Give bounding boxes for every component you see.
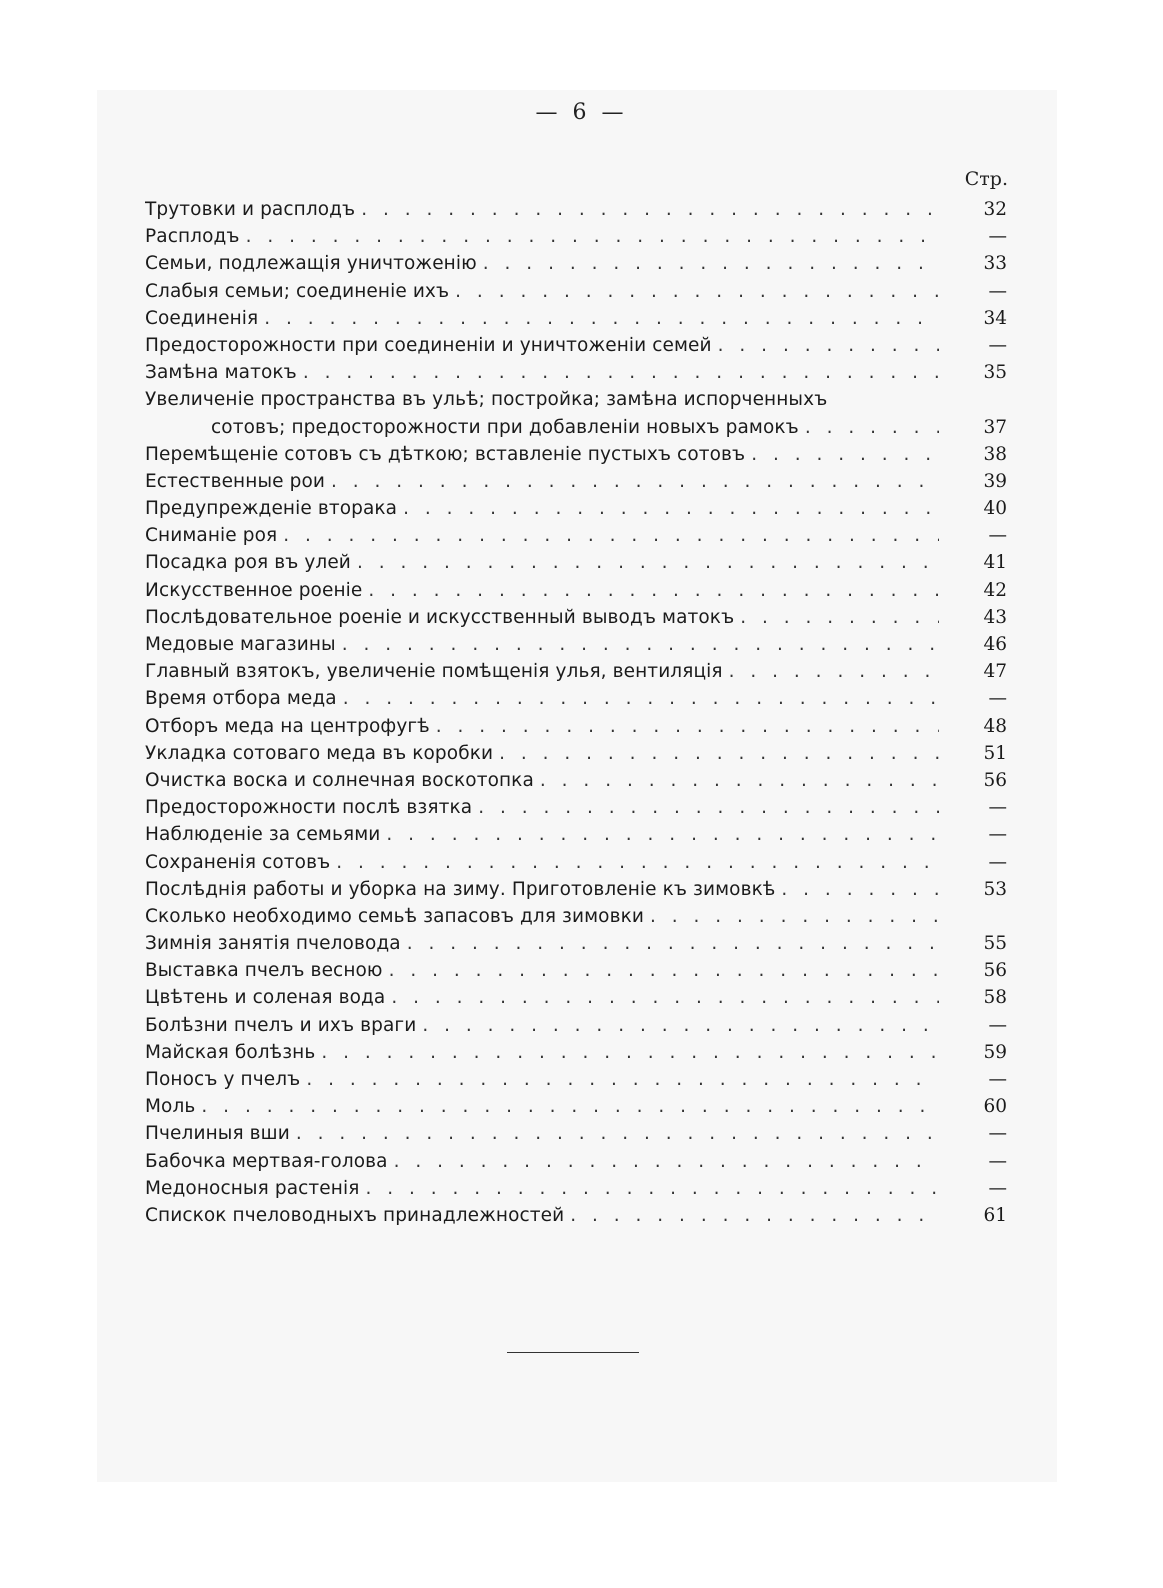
dot-leader <box>729 658 939 685</box>
toc-entry-title: Послѣднія работы и уборка на зиму. Приготовленіе къ зимовкѣ <box>145 878 776 900</box>
toc-entry <box>145 604 1007 631</box>
toc-entry-title: Очистка воска и солнечная воскотопка <box>145 769 534 791</box>
toc-entry-page: 40 <box>983 498 1007 520</box>
dot-leader <box>303 359 939 386</box>
toc-entry <box>145 713 1007 740</box>
toc-entry-page: 53 <box>983 878 1007 900</box>
toc-entry <box>145 223 1007 250</box>
toc-entry-page: 60 <box>983 1096 1007 1118</box>
toc-entry-page: — <box>988 688 1007 710</box>
toc-entry <box>145 1066 1007 1093</box>
toc-entry <box>145 930 1007 957</box>
toc-entry <box>145 522 1007 549</box>
toc-entry-page: 35 <box>983 362 1007 384</box>
toc-entry <box>145 359 1007 386</box>
dot-leader <box>540 767 939 794</box>
toc-entry-title: Предосторожности послѣ взятка <box>145 797 473 819</box>
toc-entry <box>145 495 1007 522</box>
dot-leader <box>283 522 939 549</box>
dot-leader <box>201 1093 939 1120</box>
dot-leader <box>781 876 939 903</box>
toc-entry-title: Майская болѣзнь <box>145 1041 316 1063</box>
toc-entry-title: Наблюденіе за семьями <box>145 824 381 846</box>
toc-entry-title: Поносъ у пчелъ <box>145 1069 301 1091</box>
toc-entry <box>145 278 1007 305</box>
toc-entry <box>145 876 1007 903</box>
toc-entry-title: Предосторожности при соединеніи и уничтоженіи семей <box>145 334 712 356</box>
toc-entry-title: Замѣна матокъ <box>145 362 297 384</box>
toc-entry-page: 61 <box>983 1204 1007 1226</box>
toc-entry-title: Выставка пчелъ весною <box>145 960 383 982</box>
toc-entry-title: Время отбора меда <box>145 688 337 710</box>
dot-leader <box>264 305 939 332</box>
dot-leader <box>751 441 939 468</box>
toc-entry <box>145 740 1007 767</box>
toc-entry-title: Зимнія занятія пчеловода <box>145 933 401 955</box>
dot-leader <box>805 414 939 441</box>
toc-entry-title: Сохраненія сотовъ <box>145 851 331 873</box>
dot-leader <box>455 278 939 305</box>
toc-entry-page: 48 <box>983 715 1007 737</box>
toc-entry <box>145 332 1007 359</box>
toc-entry <box>145 468 1007 495</box>
toc-entry <box>145 549 1007 576</box>
toc-entry-title: Укладка сотоваго меда въ коробки <box>145 742 494 764</box>
toc-entry-page: — <box>988 824 1007 846</box>
toc-entry-title: Бабочка мертвая-голова <box>145 1150 388 1172</box>
toc-entry <box>145 577 1007 604</box>
dot-leader <box>407 930 939 957</box>
toc-entry-page: 51 <box>983 742 1007 764</box>
toc-entry-title: Пчелиныя вши <box>145 1123 290 1145</box>
toc-entry-page: — <box>988 525 1007 547</box>
toc-entry-title: Моль <box>145 1096 196 1118</box>
toc-entry-title: Посадка роя въ улей <box>145 552 351 574</box>
toc-entry-title: Медоносныя растенія <box>145 1177 360 1199</box>
toc-entry-title: Болѣзни пчелъ и ихъ враги <box>145 1014 417 1036</box>
toc-entry-page: — <box>988 1177 1007 1199</box>
toc-entry <box>145 1202 1007 1229</box>
toc-entry-title: Спискок пчеловодныхъ принадлежностей <box>145 1204 565 1226</box>
toc-entry <box>145 305 1007 332</box>
toc-entry-title: Предупрежденіе вторака <box>145 498 398 520</box>
toc-entry <box>145 767 1007 794</box>
toc-entry <box>145 903 1007 930</box>
dot-leader <box>331 468 939 495</box>
end-rule-divider <box>507 1352 639 1353</box>
dot-leader <box>343 685 939 712</box>
toc-entry-title: Главный взятокъ, увеличеніе помѣщенія улья, вентиляція <box>145 661 723 683</box>
toc-entry <box>145 984 1007 1011</box>
dot-leader <box>321 1039 939 1066</box>
toc-entry <box>145 794 1007 821</box>
toc-entry <box>145 658 1007 685</box>
toc-entry-page: 37 <box>983 416 1007 438</box>
toc-entry-page: — <box>988 226 1007 248</box>
toc-entry-page: 47 <box>983 661 1007 683</box>
toc-entry-page: 43 <box>983 606 1007 628</box>
dot-leader <box>357 549 939 576</box>
dot-leader <box>365 1175 939 1202</box>
dot-leader <box>296 1120 939 1147</box>
toc-entry-title: Трутовки и расплодъ <box>145 199 356 220</box>
toc-entry <box>145 1120 1007 1147</box>
toc-entry-title: Медовые магазины <box>145 634 336 656</box>
toc-entry-title: Семьи, подлежащія уничтоженію <box>145 253 477 275</box>
dot-leader <box>342 631 939 658</box>
toc-entry-title: Соединенія <box>145 307 259 329</box>
toc-entry-title: Цвѣтень и соленая вода <box>145 987 386 1009</box>
dot-leader <box>336 849 939 876</box>
dot-leader <box>361 196 939 223</box>
toc-entry-title: Слабыя семьи; соединеніе ихъ <box>145 280 450 302</box>
toc-entry <box>145 821 1007 848</box>
toc-entry-page: — <box>988 280 1007 302</box>
table-of-contents <box>145 196 1007 1229</box>
toc-entry-title: Расплодъ <box>145 226 240 248</box>
dot-leader <box>650 903 939 930</box>
toc-entry-title: Естественные рои <box>145 470 325 492</box>
toc-entry-page: 56 <box>983 960 1007 982</box>
toc-entry-page: 39 <box>983 470 1007 492</box>
toc-entry-page: — <box>988 1069 1007 1091</box>
toc-entry <box>145 1093 1007 1120</box>
toc-entry-page: 55 <box>983 933 1007 955</box>
toc-entry-page: 34 <box>983 307 1007 329</box>
toc-entry-title: Сниманіе роя <box>145 525 278 547</box>
dot-leader <box>386 821 939 848</box>
toc-entry-page: — <box>988 334 1007 356</box>
toc-entry-page: 46 <box>983 634 1007 656</box>
dot-leader <box>403 495 939 522</box>
toc-entry-page: 59 <box>983 1041 1007 1063</box>
toc-entry <box>145 849 1007 876</box>
toc-entry-title: Увеличеніе пространства въ ульѣ; постройка; замѣна испорченныхъ <box>145 389 828 411</box>
dot-leader <box>422 1012 939 1039</box>
toc-entry-multiline <box>145 386 1007 440</box>
toc-entry-title: Перемѣщеніе сотовъ съ дѣткою; вставленіе пустыхъ сотовъ <box>145 443 746 465</box>
toc-entry-page: 41 <box>983 552 1007 574</box>
toc-entry-page: 56 <box>983 769 1007 791</box>
dot-leader <box>368 577 939 604</box>
toc-entry <box>145 441 1007 468</box>
toc-entry-page: — <box>988 851 1007 873</box>
dot-leader <box>391 984 939 1011</box>
dot-leader <box>483 250 939 277</box>
toc-entry <box>145 685 1007 712</box>
toc-entry-title: Искусственное роеніе <box>145 579 363 601</box>
toc-entry-page: 33 <box>983 253 1007 275</box>
dot-leader <box>389 957 939 984</box>
toc-entry-page: — <box>988 797 1007 819</box>
dot-leader <box>436 713 939 740</box>
toc-entry-title-continuation: сотовъ; предосторожности при добавленіи новыхъ рамокъ <box>211 416 799 438</box>
toc-entry-page: 38 <box>983 443 1007 465</box>
dot-leader <box>718 332 939 359</box>
toc-entry <box>145 1175 1007 1202</box>
dot-leader <box>570 1202 939 1229</box>
toc-entry-page: — <box>988 1014 1007 1036</box>
dot-leader <box>740 604 939 631</box>
toc-entry <box>145 1039 1007 1066</box>
dot-leader <box>478 794 939 821</box>
toc-entry-title: Сколько необходимо семьѣ запасовъ для зимовки <box>145 905 644 927</box>
dot-leader <box>246 223 939 250</box>
dot-leader <box>499 740 939 767</box>
toc-entry-page: 42 <box>983 579 1007 601</box>
toc-entry <box>145 1148 1007 1175</box>
toc-entry <box>145 196 1007 223</box>
toc-entry-title: Отборъ меда на центрофугѣ <box>145 715 430 737</box>
dot-leader <box>306 1066 939 1093</box>
toc-entry <box>145 957 1007 984</box>
toc-entry <box>145 250 1007 277</box>
toc-entry-page: 32 <box>983 199 1007 220</box>
toc-entry-title: Послѣдовательное роеніе и искусственный выводъ матокъ <box>145 606 735 628</box>
toc-entry-page: — <box>988 1150 1007 1172</box>
dot-leader <box>394 1148 939 1175</box>
page-column-header: Стр. <box>964 168 1008 190</box>
toc-entry-page: 58 <box>983 987 1007 1009</box>
toc-entry <box>145 631 1007 658</box>
page-number-header: — 6 — <box>535 100 628 125</box>
toc-entry <box>145 1012 1007 1039</box>
toc-entry-page: — <box>988 1123 1007 1145</box>
